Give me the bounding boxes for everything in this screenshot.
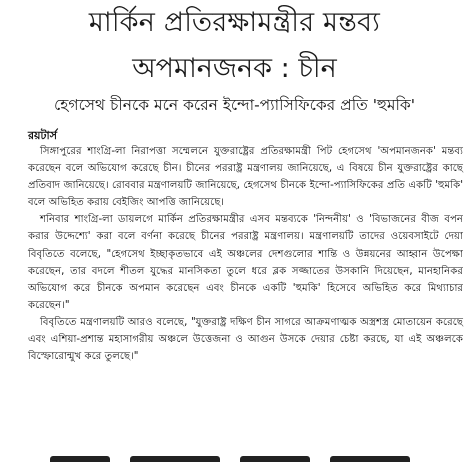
byline: রয়টার্স bbox=[28, 129, 57, 142]
headline-line-2: অপমানজনক : চীন bbox=[132, 53, 337, 84]
paragraph-1: সিঙ্গাপুরের শাংগ্রি-লা নিরাপত্তা সম্মেলনে যুক্তরাষ্ট্রের প্রতিরক্ষামন্ত্রী পিট হেগসেথ 'অপমানজনক' মন্তব্য করেছেন বলে অভিযোগ করেছে চীন। চীনের পররাষ্ট্র মন্ত্রণালয় জানিয়েছে, এ বিষয়ে চীন যুক্তরাষ্ট্রের কাছে প্রতিবাদ জানিয়েছে। রোববার মন্ত্রণালয়টি জানিয়েছে, হেগসেথ চীনকে ইন্দো-প্যাসিফিকের প্রতি একটি 'হুমকি' বলে অভিহিত করায় বেইজিং আপত্তি জানিয়েছে। bbox=[28, 146, 463, 209]
article-body bbox=[28, 143, 463, 365]
headline-line-1: মার্কিন প্রতিরক্ষামন্ত্রীর মন্তব্য bbox=[88, 7, 381, 38]
cut-off-next-headline bbox=[20, 452, 449, 462]
paragraph-2: শনিবার শাংগ্রি-লা ডায়লগে মার্কিন প্রতিরক্ষামন্ত্রীর এসব মন্তব্যকে 'নিন্দনীয়' ও 'বিভাজনের বীজ বপন করার উদ্দেশ্যে' করা বলে বর্ণনা করেছে চীনের পররাষ্ট্র মন্ত্রণালয়। মন্ত্রণালয়টি তাদের ওয়েবসাইটে দেয়া বিবৃতিতে বলেছে, "হেগসেথ ইচ্ছাকৃতভাবে এই অঞ্চলের দেশগুলোর শান্তি ও উন্নয়নের আহ্বান উপেক্ষা করেছেন, তার বদলে শীতল যুদ্ধের মানসিকতা তুলে ধরে ব্লক সজ্জাতের উসকানি দিয়েছেন, মানহানিকর অভিযোগ করে চীনকে অপমান করেছেন এবং চীনকে একটি 'হুমকি' হিসেবে অভিহিত করে মিথ্যাচার করেছেন।" bbox=[28, 214, 463, 311]
subheadline: হেগসেথ চীনকে মনে করেন ইন্দো-প্যাসিফিকের প্রতি 'হুমকি' bbox=[53, 96, 415, 114]
paragraph-3: বিবৃতিতে মন্ত্রণালয়টি আরও বলেছে, "যুক্তরাষ্ট্র দক্ষিণ চীন সাগরে আক্রমণাত্মক অস্ত্রশস্ত্র মোতায়েন করেছে এবং এশিয়া-প্রশান্ত মহাসাগরীয় অঞ্চলে উত্তেজনা ও আগুন উসকে দেয়ার চেষ্টা করছে, যা এই অঞ্চলকে বিস্ফোরোন্মুখ করে তুলছে।" bbox=[28, 316, 463, 363]
